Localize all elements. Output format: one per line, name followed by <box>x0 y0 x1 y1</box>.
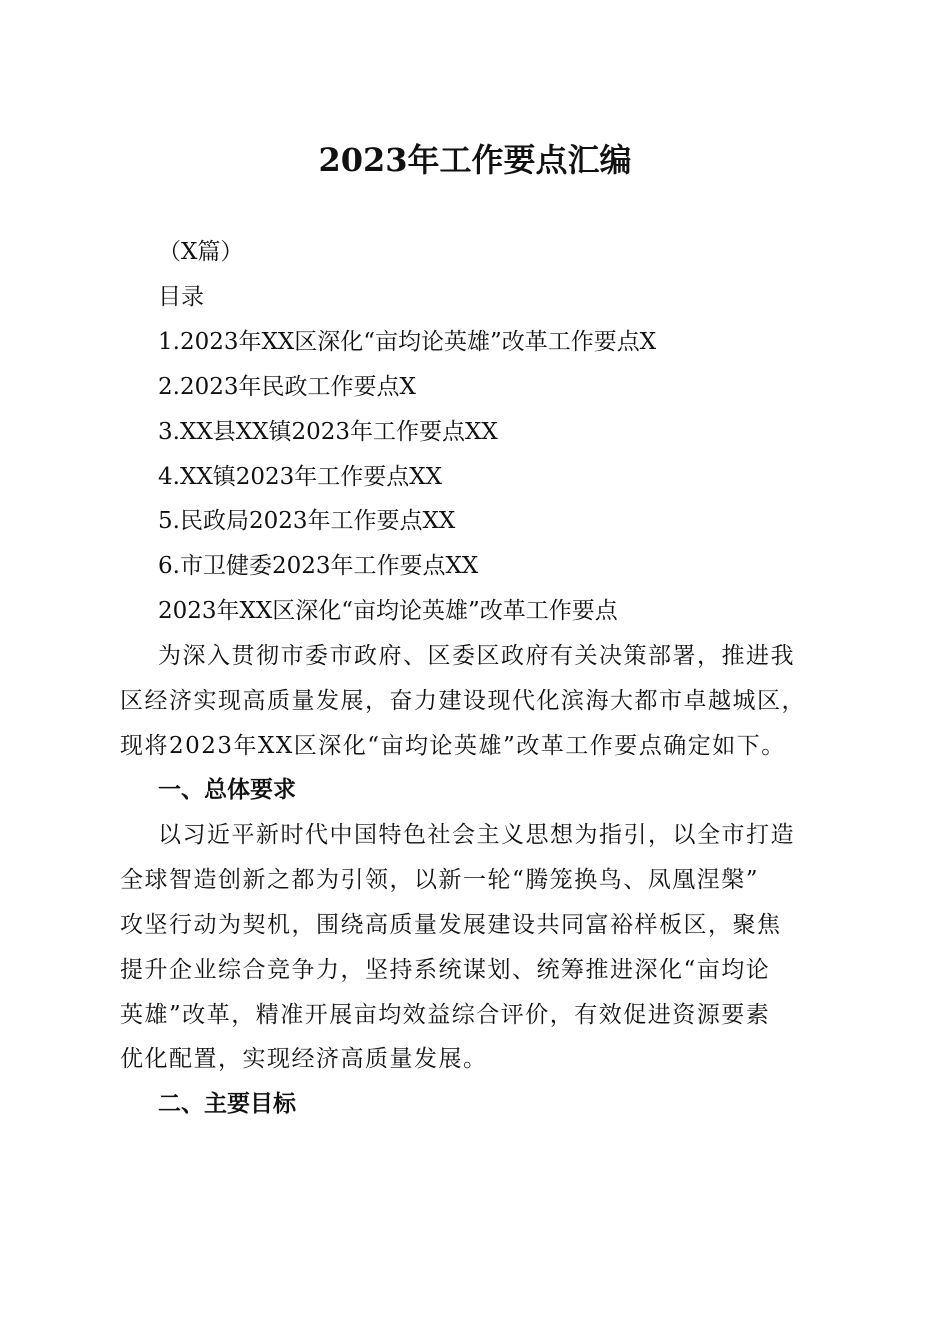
paragraph-line: 以习近平新时代中国特色社会主义思想为指引，以全市打造 <box>158 822 795 848</box>
paragraph-line: 提升企业综合竞争力，坚持系统谋划、统筹推进深化“亩均论 <box>120 957 771 983</box>
section-title: 2023年XX区深化“亩均论英雄”改革工作要点 <box>158 598 618 624</box>
intro-line: 为深入贯彻市委市政府、区委区政府有关决策部署，推进我 <box>158 643 795 669</box>
toc-heading: 目录 <box>158 284 204 310</box>
intro-line: 区经济实现高质量发展，奋力建设现代化滨海大都市卓越城区， <box>120 688 806 714</box>
paragraph-line: 全球智造创新之都为引领，以新一轮“腾笼换鸟、凤凰涅槃” <box>120 867 760 893</box>
toc-item: 5.民政局2023年工作要点XX <box>158 508 456 534</box>
toc-item: 6.市卫健委2023年工作要点XX <box>158 553 479 579</box>
heading-main-goals: 二、主要目标 <box>158 1091 296 1117</box>
toc-item: 1.2023年XX区深化“亩均论英雄”改革工作要点X <box>158 329 657 355</box>
document-subtitle: （X篇） <box>158 239 244 265</box>
toc-item: 2.2023年民政工作要点X <box>158 374 416 400</box>
paragraph-line: 攻坚行动为契机，围绕高质量发展建设共同富裕样板区，聚焦 <box>120 912 782 938</box>
intro-line: 现将2023年XX区深化“亩均论英雄”改革工作要点确定如下。 <box>120 733 786 759</box>
toc-item: 4.XX镇2023年工作要点XX <box>158 464 442 490</box>
paragraph-line: 优化配置，实现经济高质量发展。 <box>120 1046 488 1072</box>
paragraph-line: 英雄”改革，精准开展亩均效益综合评价，有效促进资源要素 <box>120 1002 771 1028</box>
toc-item: 3.XX县XX镇2023年工作要点XX <box>158 419 498 445</box>
heading-general-requirements: 一、总体要求 <box>158 777 296 803</box>
document-title: 2023年工作要点汇编 <box>318 141 632 179</box>
